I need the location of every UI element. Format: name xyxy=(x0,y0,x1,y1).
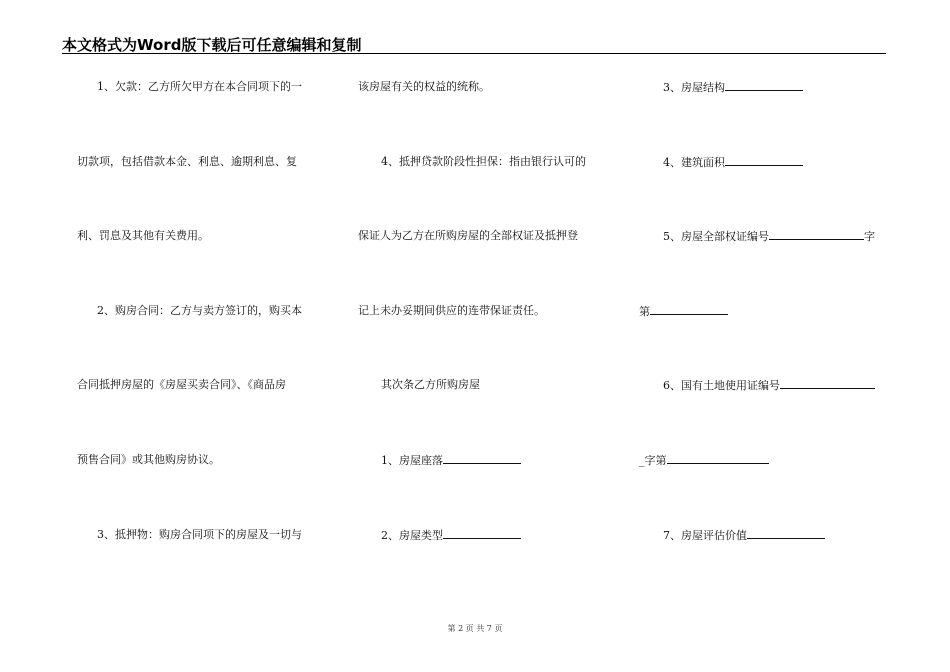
building-area-label: 4、建筑面积 xyxy=(663,156,725,169)
col1-line-2: 切款项，包括借款本金、利息、逾期利息、复 xyxy=(77,155,297,168)
number-blank xyxy=(650,304,728,315)
ownership-cert-label: 5、房屋全部权证编号 xyxy=(663,230,769,243)
land-cert-blank xyxy=(780,378,875,389)
col3-line-3 xyxy=(663,229,875,244)
building-area-blank xyxy=(725,155,803,166)
house-structure-label: 3、房屋结构 xyxy=(663,81,725,94)
land-cert-label: 6、国有土地使用证编号 xyxy=(663,379,780,392)
appraisal-value-blank xyxy=(747,528,825,539)
col3-line-2 xyxy=(663,155,803,170)
number-prefix-label: 第 xyxy=(639,305,650,318)
col2-line-4: 记上未办妥期间供应的连带保证责任。 xyxy=(358,304,545,317)
col3-line-4 xyxy=(639,304,728,319)
house-type-blank xyxy=(443,528,521,539)
appraisal-value-label: 7、房屋评估价值 xyxy=(663,529,747,542)
col1-line-6: 预售合同》或其他购房协议。 xyxy=(77,453,220,466)
house-location-blank xyxy=(443,453,521,464)
col2-line-3: 保证人为乙方在所购房屋的全部权证及抵押登 xyxy=(358,229,578,242)
col3-line-6 xyxy=(639,453,769,468)
col1-line-4: 2、购房合同：乙方与卖方签订的，购买本 xyxy=(97,304,302,317)
house-location-label: 1、房屋座落 xyxy=(381,454,443,467)
col2-line-2: 4、抵押贷款阶段性担保：指由银行认可的 xyxy=(381,155,586,168)
house-structure-blank xyxy=(725,80,803,91)
col3-line-5 xyxy=(663,378,875,393)
col1-line-3: 利、罚息及其他有关费用。 xyxy=(77,229,209,242)
col1-line-7: 3、抵押物：购房合同项下的房屋及一切与 xyxy=(97,528,302,541)
col3-line-1 xyxy=(663,80,803,95)
col2-line-5: 其次条乙方所购房屋 xyxy=(381,378,480,391)
ownership-cert-suffix: 字 xyxy=(864,230,875,243)
land-cert-number-blank xyxy=(667,453,769,464)
col3-line-7 xyxy=(663,528,825,543)
col2-line-1: 该房屋有关的权益的统称。 xyxy=(358,80,490,93)
page-header-title: 本文格式为Word版下载后可任意编辑和复制 xyxy=(62,36,362,54)
col2-line-7 xyxy=(381,528,521,543)
col1-line-1: 1、欠款：乙方所欠甲方在本合同项下的一 xyxy=(97,80,302,93)
col1-line-5: 合同抵押房屋的《房屋买卖合同》、《商品房 xyxy=(77,378,286,391)
col2-line-6 xyxy=(381,453,521,468)
page-footer: 第 2 页 共 7 页 xyxy=(447,624,503,633)
ownership-cert-blank xyxy=(769,229,864,240)
header-divider xyxy=(62,53,886,54)
land-cert-number-label: _字第 xyxy=(639,454,667,467)
house-type-label: 2、房屋类型 xyxy=(381,529,443,542)
